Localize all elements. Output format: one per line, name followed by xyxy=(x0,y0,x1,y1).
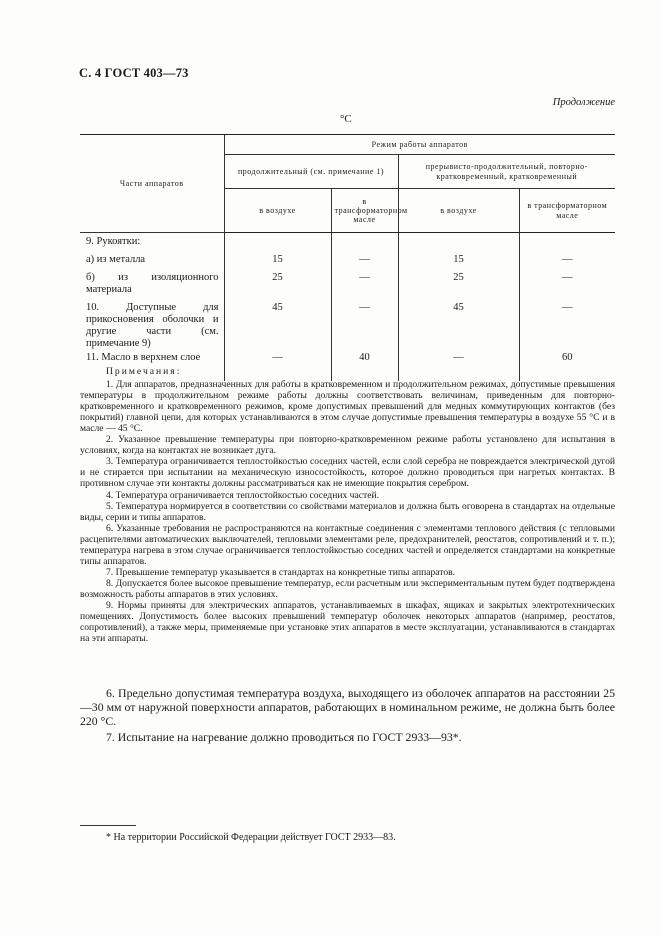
cell-value: — xyxy=(519,271,615,301)
notes-section xyxy=(80,366,615,644)
cell-value xyxy=(519,233,615,253)
col-header-continuous: продолжительный (см. примечание 1) xyxy=(224,155,398,189)
continuation-label: Продолжение xyxy=(552,97,615,108)
note-item: 3. Температура ограничивается теплостойкостью соседних частей, если слой серебра не повреждается электрической дугой и не стирается при испытании на механическую износостойкость, которое должно проводиться при нагретых контактах. В противном случае эти контакты должны рассматриваться как не имеющие покрытия серебром. xyxy=(80,456,615,490)
paragraph: 7. Испытание на нагревание должно проводиться по ГОСТ 2933—93*. xyxy=(106,730,462,745)
row-part: 10. Доступные для прикосновения оболочки и другие части (см. примечание 9) xyxy=(86,301,219,349)
table-row xyxy=(80,233,615,253)
subheader-oil-1: в трансформаторном масле xyxy=(331,189,398,233)
page-header: С. 4 ГОСТ 403—73 xyxy=(79,66,189,80)
cell-value xyxy=(398,233,519,253)
cell-value: 45 xyxy=(224,301,331,351)
row-part: б) из изоляционного материала xyxy=(86,271,219,295)
note-item: 6. Указанные требования не распространяются на контактные соединения с элементами теплового действия (с тепловыми расцепителями автоматических выключателей, тепловыми элементами реле, предохранителей, реостатов, сопротивлений и т. п.); температура нагрева в этом случае ограничивается теплостойкостью соседних частей и определяется стандартами на конкретные типы аппаратов. xyxy=(80,522,615,567)
row-part: а) из металла xyxy=(86,253,146,265)
row-part: 11. Масло в верхнем слое xyxy=(86,351,201,363)
note-item: 5. Температура нормируется в соответствии со свойствами материалов и должна быть оговорена в стандартах на отдельные виды, серии и типы аппаратов. xyxy=(80,500,615,523)
cell-value: — xyxy=(224,351,331,381)
cell-value xyxy=(331,233,398,253)
col-header-mode: Режим работы аппаратов xyxy=(224,135,615,155)
subheader-air-2: в воздухе xyxy=(398,189,519,233)
cell-value: 15 xyxy=(398,253,519,271)
col-header-parts: Части аппаратов xyxy=(80,135,224,233)
footnote-divider xyxy=(80,825,136,826)
table-row xyxy=(80,271,615,301)
note-item: 7. Превышение температур указывается в стандартах на конкретные типы аппаратов. xyxy=(106,566,456,578)
table-row xyxy=(80,301,615,351)
cell-value: — xyxy=(519,301,615,351)
subheader-oil-2: в трансформаторном масле xyxy=(519,189,615,233)
cell-value: 40 xyxy=(331,351,398,381)
main-text xyxy=(80,687,615,745)
cell-value: 15 xyxy=(224,253,331,271)
note-item: 1. Для аппаратов, предназначенных для работы в кратковременном и продолжительном режимах, допустимые превышения температуры в продолжительном режиме работы должны соответствовать величинам, приведенным для повторно-кратковременного и кратковременного режимов, кроме допустимых превышений для медных коммутирующих контактов (без покрытий) главной цепи, для которых устанавливаются в этом случае допустимые превышения температуры в воздухе 55 °С и в масле — 45 °С. xyxy=(80,379,615,435)
temperature-table xyxy=(80,134,615,381)
note-item: 8. Допускается более высокое превышение температур, если расчетным или экспериментальным путем будет подтверждена возможность работы аппаратов в этих условиях. xyxy=(80,577,615,600)
cell-value: — xyxy=(331,301,398,351)
cell-value: — xyxy=(331,271,398,301)
cell-value: — xyxy=(519,253,615,271)
note-item: 9. Нормы приняты для электрических аппаратов, устанавливаемых в шкафах, ящиках и закрытых электротехнических помещениях. Допустимость более высоких превышений температур оболочек некоторых аппаратов (например, реостатов, сопротивлений), а также меры, применяемые при установке этих аппаратов в месте эксплуатации, устанавливаются в стандартах на эти аппараты. xyxy=(80,599,615,645)
unit-label: °С xyxy=(340,113,352,125)
cell-value: 25 xyxy=(224,271,331,301)
cell-value: 25 xyxy=(398,271,519,301)
note-item: 4. Температура ограничивается теплостойкостью соседних частей. xyxy=(106,489,379,501)
subheader-air-1: в воздухе xyxy=(224,189,331,233)
col-header-intermittent: прерывисто-продолжительный, повторно-кратковременный, кратковременный xyxy=(398,155,615,189)
table-row xyxy=(80,253,615,271)
row-part: 9. Рукоятки: xyxy=(86,236,141,247)
cell-value: — xyxy=(331,253,398,271)
cell-value: — xyxy=(398,351,519,381)
cell-value: 60 xyxy=(519,351,615,381)
cell-value: 45 xyxy=(398,301,519,351)
notes-title: Примечания: xyxy=(106,366,182,377)
footnote: * На территории Российской Федерации действует ГОСТ 2933—83. xyxy=(106,832,396,843)
cell-value xyxy=(224,233,331,253)
paragraph: 6. Предельно допустимая температура воздуха, выходящего из оболочек аппаратов на расстоянии 25—30 мм от наружной поверхности аппаратов, работающих в номинальном режиме, не должна быть более 220 °С. xyxy=(80,686,615,728)
note-item: 2. Указанное превышение температуры при повторно-кратковременном режиме работы установлено для испытания в условиях, когда на контактах не возникает дуга. xyxy=(80,434,615,457)
